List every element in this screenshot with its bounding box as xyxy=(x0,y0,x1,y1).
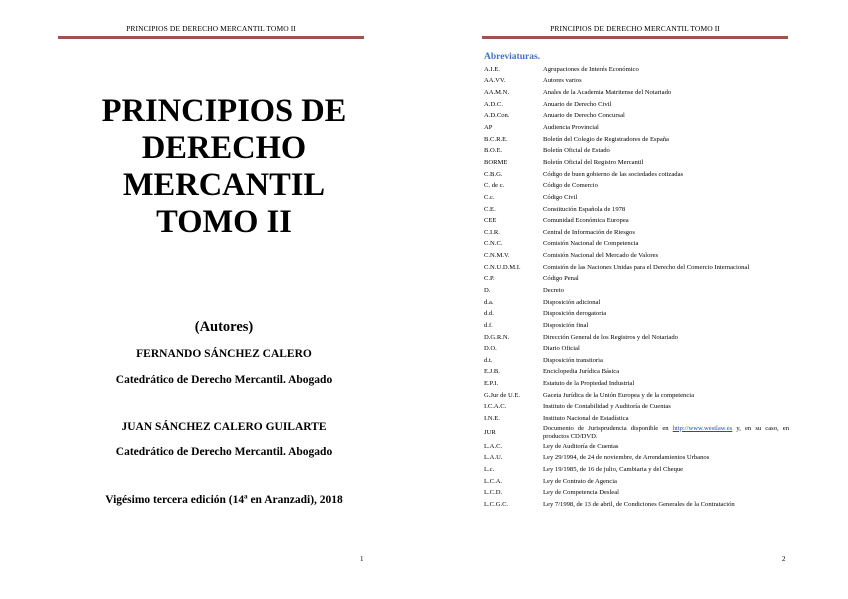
abbr-meaning: Ley 7/1998, de 13 de abril, de Condiciones Generales de la Contratación xyxy=(543,500,735,508)
abbr-meaning: Anuario de Derecho Civil xyxy=(543,100,612,108)
abbr-term: L.c. xyxy=(484,465,495,473)
abbr-term: L.C.A. xyxy=(484,477,503,485)
title-line: MERCANTIL xyxy=(122,167,326,203)
abbr-meaning: Disposición adicional xyxy=(543,298,601,306)
table-row xyxy=(483,134,789,146)
abbr-term: G.Jur de U.E. xyxy=(484,391,521,399)
table-row xyxy=(483,343,789,355)
abbr-meaning: Comisión de las Naciones Unidas para el Derecho del Comercio Internacional xyxy=(543,263,750,271)
author1-role: Catedrático de Derecho Mercantil. Abogado xyxy=(115,374,333,386)
table-row xyxy=(483,145,789,157)
abbr-meaning: Dirección General de los Registros y del Notariado xyxy=(543,333,678,341)
abbr-term: d.a. xyxy=(484,298,494,306)
header-rule-left xyxy=(58,36,364,39)
meaning-text: Documento de Jurisprudencia disponible en xyxy=(543,424,673,432)
abbr-term: AP xyxy=(484,124,493,132)
abbr-term: D.O. xyxy=(484,345,497,353)
table-row xyxy=(483,285,789,297)
abbr-term: A.D.C. xyxy=(484,100,503,108)
book-title xyxy=(58,93,390,241)
title-line: TOMO II xyxy=(156,204,292,240)
abbr-term: D.G.R.N. xyxy=(484,333,510,341)
abbr-meaning: Código de buen gobierno de las sociedades cotizadas xyxy=(543,170,684,178)
table-row xyxy=(483,274,789,286)
table-row xyxy=(483,180,789,192)
table-row xyxy=(483,390,789,402)
table-row xyxy=(483,99,789,111)
abbr-term: C. de c. xyxy=(484,182,505,190)
abbr-term: C.N.M.V. xyxy=(484,252,510,260)
abbr-meaning: Agrupaciones de Interés Económico xyxy=(543,65,639,73)
right-page xyxy=(424,0,848,599)
table-row xyxy=(483,402,789,414)
page-number-left: 1 xyxy=(360,555,364,563)
title-line: DERECHO xyxy=(141,130,307,166)
authors-heading: (Autores) xyxy=(194,319,254,335)
abbr-term: BORME xyxy=(484,158,508,166)
table-row xyxy=(483,499,789,511)
abbr-meaning: Código Civil xyxy=(543,193,578,201)
abbr-meaning: Decreto xyxy=(543,286,564,294)
abbr-term: E.J.B. xyxy=(484,368,500,376)
abbr-term: A.D.Con. xyxy=(484,112,510,120)
abbr-meaning: Boletín Oficial del Registro Mercantil xyxy=(543,158,644,166)
abbr-meaning: Código de Comercio xyxy=(543,182,598,190)
table-row xyxy=(483,378,789,390)
table-row xyxy=(483,453,789,465)
edition-line: Vigésimo tercera edición (14ª en Aranzadi), 2018 xyxy=(105,494,343,506)
abbr-meaning: Comisión Nacional de Competencia xyxy=(543,240,639,248)
abbr-meaning: Comisión Nacional del Mercado de Valores xyxy=(543,252,659,260)
title-line: PRINCIPIOS DE xyxy=(101,93,347,129)
table-row xyxy=(483,441,789,453)
table-row xyxy=(483,204,789,216)
abbr-term: L.C.D. xyxy=(484,489,503,497)
abbr-term: AA.VV. xyxy=(484,77,506,85)
abbr-meaning: Anales de la Academia Matritense del Notariado xyxy=(543,89,672,97)
table-row xyxy=(483,227,789,239)
abbr-meaning: Instituto de Contabilidad y Auditoría de Cuentas xyxy=(543,403,671,411)
abbr-meaning: Anuario de Derecho Concursal xyxy=(543,112,625,120)
abbr-meaning: Diario Oficial xyxy=(543,345,580,353)
table-row xyxy=(483,487,789,499)
westlaw-link[interactable]: http://www.westlaw.es xyxy=(672,424,733,432)
table-row xyxy=(483,367,789,379)
abbr-term: B.O.E. xyxy=(484,147,503,155)
abbr-meaning: Ley 29/1994, de 24 de noviembre, de Arrendamientos Urbanos xyxy=(543,454,710,462)
abbr-meaning: Ley de Contrato de Agencia xyxy=(543,477,617,485)
author1-name: FERNANDO SÁNCHEZ CALERO xyxy=(136,348,312,360)
abbr-term: A.I.E. xyxy=(484,65,500,73)
abbr-meaning: Estatuto de la Propiedad Industrial xyxy=(543,380,635,388)
abbr-term: C.E. xyxy=(484,205,496,213)
abbreviations-heading: Abreviaturas. xyxy=(484,52,541,62)
abbr-term: d.t. xyxy=(484,356,493,364)
abbr-meaning: Autores varios xyxy=(543,77,582,85)
abbr-term: d.d. xyxy=(484,310,494,318)
abbr-meaning: Boletín Oficial de Estado xyxy=(543,147,610,155)
table-row xyxy=(483,250,789,262)
running-header-right: PRINCIPIOS DE DERECHO MERCANTIL TOMO II xyxy=(550,24,720,33)
table-row xyxy=(483,239,789,251)
table-row xyxy=(483,476,789,488)
abbr-meaning: Ley 19/1985, de 16 de julio, Cambiaria y del Cheque xyxy=(543,465,684,473)
abbr-meaning: Audiencia Provincial xyxy=(543,124,599,132)
table-row xyxy=(483,308,789,320)
abbr-term: d.f. xyxy=(484,321,493,329)
table-row xyxy=(483,122,789,134)
table-row xyxy=(483,332,789,344)
abbr-meaning: Disposición final xyxy=(543,321,589,329)
abbr-term: AA.M.N. xyxy=(484,89,510,97)
abbr-term: E.P.I. xyxy=(484,380,499,388)
table-row xyxy=(483,76,789,88)
table-row xyxy=(483,320,789,332)
table-row xyxy=(483,425,789,441)
abbr-meaning: Enciclopedia Jurídica Básica xyxy=(543,368,620,376)
meaning-text: y, en su caso, en productos CD/DVD. xyxy=(543,424,789,440)
abbr-term: C.c. xyxy=(484,193,495,201)
abbr-term: L.A.C. xyxy=(484,442,503,450)
author2-role: Catedrático de Derecho Mercantil. Abogado xyxy=(115,446,333,458)
abbr-term: B.C.R.E. xyxy=(484,135,508,143)
abbr-term: L.C.G.C. xyxy=(484,500,509,508)
abbr-term: C.B.G. xyxy=(484,170,503,178)
abbr-meaning: Comunidad Económica Europea xyxy=(543,217,629,225)
abbreviations-table xyxy=(483,64,789,511)
page-number-right: 2 xyxy=(782,555,786,563)
abbr-term: C.I.R. xyxy=(484,228,500,236)
abbr-term: L.A.U. xyxy=(484,454,503,462)
abbr-term: I.N.E. xyxy=(484,415,500,423)
table-row xyxy=(483,157,789,169)
table-row xyxy=(483,355,789,367)
abbr-term: C.N.U.D.M.I. xyxy=(484,263,521,271)
table-row xyxy=(483,111,789,123)
table-row xyxy=(483,215,789,227)
abbr-meaning: Instituto Nacional de Estadística xyxy=(543,415,629,423)
author2-name: JUAN SÁNCHEZ CALERO GUILARTE xyxy=(121,421,327,433)
table-row xyxy=(483,297,789,309)
abbr-meaning xyxy=(543,425,789,441)
abbr-meaning: Constitución Española de 1978 xyxy=(543,205,626,213)
table-row xyxy=(483,192,789,204)
table-row xyxy=(483,464,789,476)
abbr-term: JUR xyxy=(484,428,496,436)
abbr-meaning: Boletín del Colegio de Registradores de España xyxy=(543,135,669,143)
abbr-term: D. xyxy=(484,286,491,294)
abbr-meaning: Disposición transitoria xyxy=(543,356,603,364)
abbr-meaning: Ley de Competencia Desleal xyxy=(543,489,619,497)
abbr-meaning: Central de Información de Riesgos xyxy=(543,228,635,236)
abbr-meaning: Gaceta Jurídica de la Unión Europea y de la competencia xyxy=(543,391,695,399)
table-row xyxy=(483,262,789,274)
table-row xyxy=(483,64,789,76)
table-row xyxy=(483,169,789,181)
abbr-term: C.N.C. xyxy=(484,240,503,248)
table-row xyxy=(483,413,789,425)
abbr-meaning: Disposición derogatoria xyxy=(543,310,607,318)
abbr-term: C.P. xyxy=(484,275,495,283)
abbr-term: CEE xyxy=(484,217,497,225)
table-row xyxy=(483,87,789,99)
abbr-meaning: Ley de Auditoría de Cuentas xyxy=(543,442,619,450)
abbr-meaning: Código Penal xyxy=(543,275,579,283)
header-rule-right xyxy=(482,36,788,39)
abbr-term: I.C.A.C. xyxy=(484,403,507,411)
running-header-left: PRINCIPIOS DE DERECHO MERCANTIL TOMO II xyxy=(126,24,296,33)
